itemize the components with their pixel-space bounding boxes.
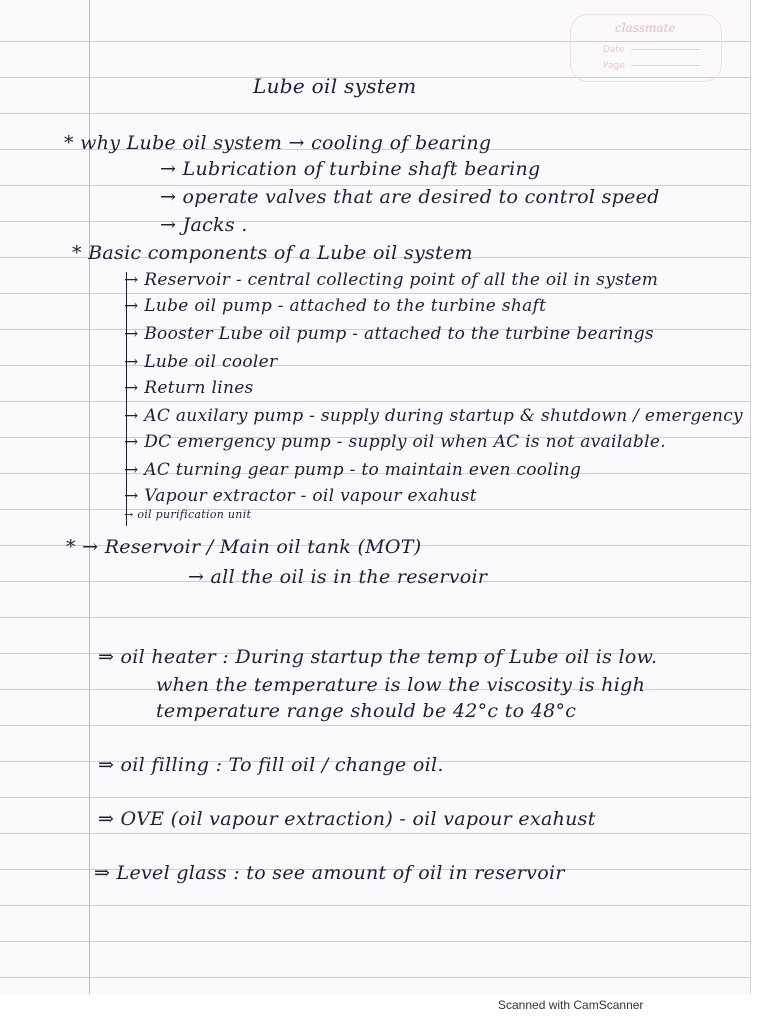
oil-heater-line-1: ⇒ oil heater : During startup the temp of Lube oil is low. [98, 646, 658, 668]
page-title: Lube oil system [253, 74, 417, 98]
date-field [603, 45, 701, 55]
date-label: Date [603, 45, 625, 55]
scanner-watermark: Scanned with CamScanner [498, 998, 644, 1012]
component-return-lines: → Return lines [124, 378, 254, 398]
component-lube-oil-pump: → Lube oil pump - attached to the turbine shaft [124, 296, 547, 316]
page-field [603, 61, 701, 71]
brand-logo: classmate [615, 21, 676, 35]
page-label: Page [603, 61, 625, 71]
notebook-brand-box [570, 14, 722, 82]
oil-heater-line-3: temperature range should be 42°c to 48°c [156, 700, 577, 722]
why-item-lubrication: → Lubrication of turbine shaft bearing [160, 158, 541, 180]
component-vapour-extractor: → Vapour extractor - oil vapour exahust [124, 486, 477, 506]
why-item-valves: → operate valves that are desired to control speed [160, 186, 660, 208]
component-booster-pump: → Booster Lube oil pump - attached to the turbine bearings [124, 324, 654, 344]
component-ac-turning-gear-pump: → AC turning gear pump - to maintain even cooling [124, 460, 582, 480]
oil-heater-line-2: when the temperature is low the viscosity is high [156, 674, 646, 696]
component-oil-cooler: → Lube oil cooler [124, 352, 278, 372]
oil-filling-note: ⇒ oil filling : To fill oil / change oil. [98, 754, 444, 776]
level-glass-note: ⇒ Level glass : to see amount of oil in reservoir [94, 862, 565, 884]
ove-note: ⇒ OVE (oil vapour extraction) - oil vapour exahust [98, 808, 596, 830]
component-ac-auxilary-pump: → AC auxilary pump - supply during startup & shutdown / emergency [124, 406, 743, 426]
reservoir-note: → all the oil is in the reservoir [188, 566, 488, 588]
components-heading: * Basic components of a Lube oil system [72, 242, 473, 264]
component-dc-emergency-pump: → DC emergency pump - supply oil when AC is not available. [124, 432, 666, 452]
why-lead-line: * why Lube oil system → cooling of bearing [64, 132, 492, 154]
component-reservoir: → Reservoir - central collecting point of all the oil in system [124, 270, 659, 290]
why-item-jacks: → Jacks . [160, 214, 248, 236]
component-oil-purification: → oil purification unit [124, 508, 252, 521]
reservoir-heading: * → Reservoir / Main oil tank (MOT) [66, 536, 422, 558]
